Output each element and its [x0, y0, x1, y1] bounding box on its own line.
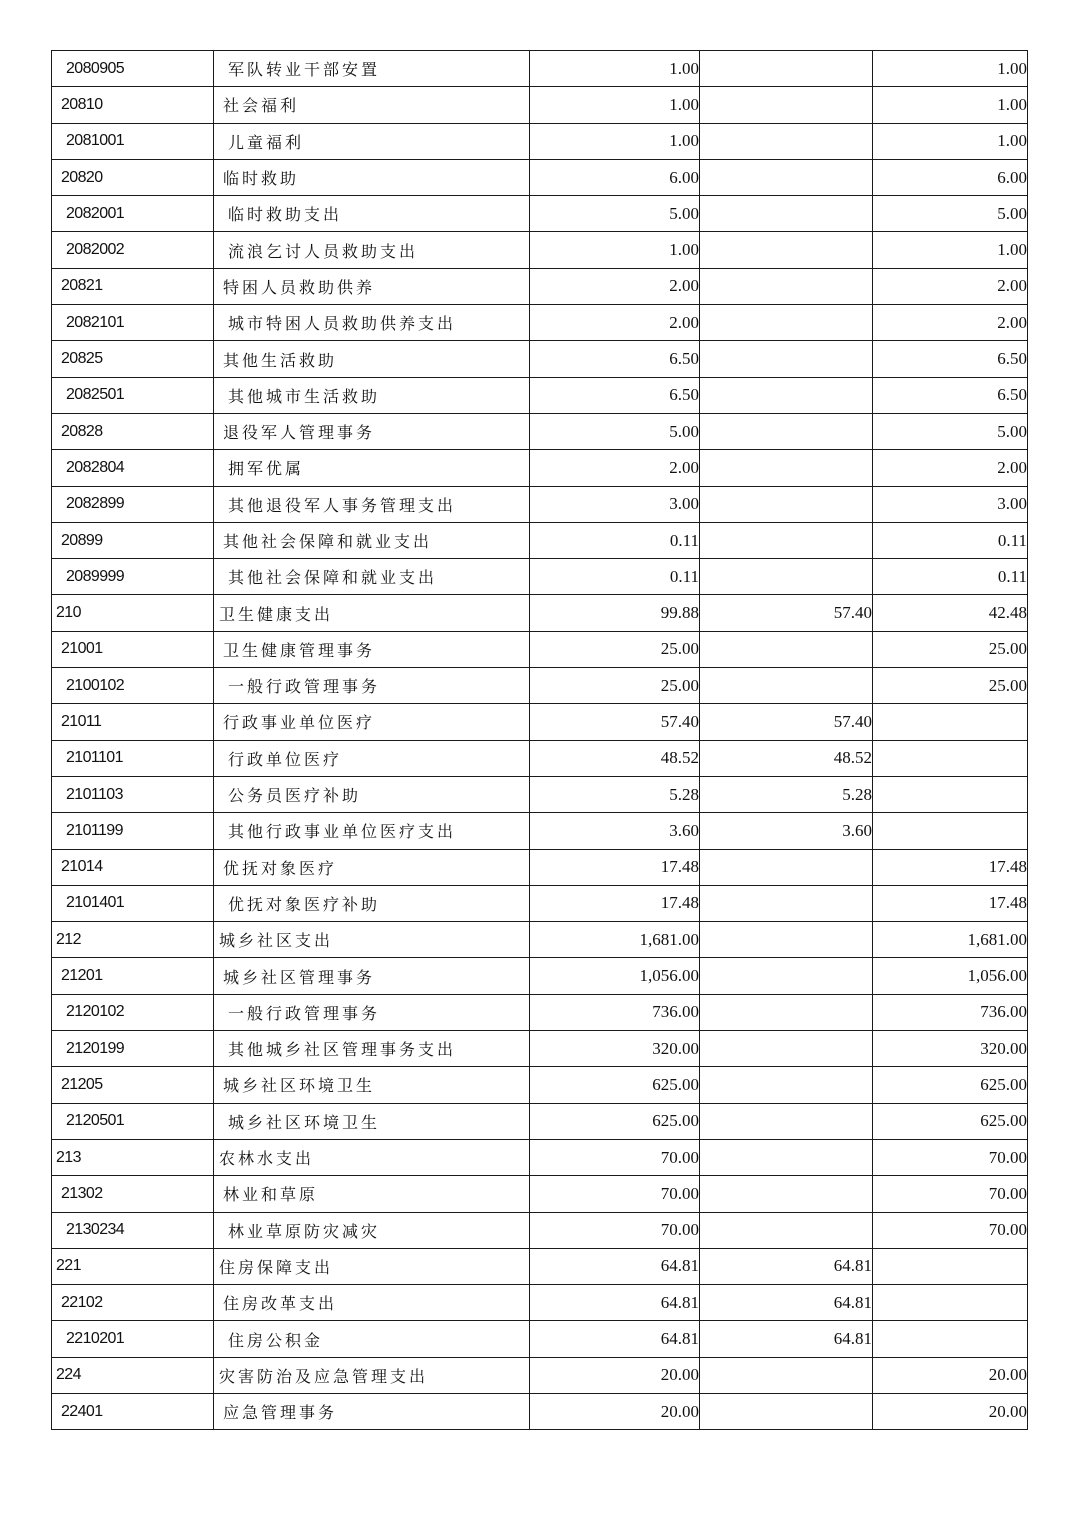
- total-amount-cell: 99.88: [530, 595, 700, 631]
- total-amount-cell: 625.00: [530, 1103, 700, 1139]
- table-row: [52, 51, 1028, 87]
- table-row: [52, 813, 1028, 849]
- project-expenditure-cell: [873, 776, 1028, 812]
- table-row: [52, 232, 1028, 268]
- total-amount-cell: 3.60: [530, 813, 700, 849]
- subject-name-cell: 灾害防治及应急管理支出: [214, 1357, 530, 1393]
- basic-expenditure-cell: [700, 885, 873, 921]
- total-amount-cell: 0.11: [530, 559, 700, 595]
- subject-code-cell: 2120501: [52, 1103, 214, 1139]
- basic-expenditure-cell: [700, 486, 873, 522]
- table-row: [52, 1103, 1028, 1139]
- total-amount-cell: 5.00: [530, 196, 700, 232]
- total-amount-cell: 6.50: [530, 341, 700, 377]
- table-row: [52, 994, 1028, 1030]
- table-row: [52, 668, 1028, 704]
- basic-expenditure-cell: [700, 958, 873, 994]
- subject-code-cell: 2082899: [52, 486, 214, 522]
- basic-expenditure-cell: [700, 1031, 873, 1067]
- project-expenditure-cell: 6.00: [873, 159, 1028, 195]
- subject-code-cell: 2082001: [52, 196, 214, 232]
- table-row: [52, 631, 1028, 667]
- subject-code-cell: 2082002: [52, 232, 214, 268]
- project-expenditure-cell: [873, 1321, 1028, 1357]
- basic-expenditure-cell: [700, 305, 873, 341]
- subject-name-cell: 特困人员救助供养: [214, 268, 530, 304]
- subject-name-cell: 城乡社区环境卫生: [214, 1067, 530, 1103]
- basic-expenditure-cell: 57.40: [700, 595, 873, 631]
- table-body: [52, 51, 1028, 1430]
- table-row: [52, 450, 1028, 486]
- subject-code-cell: 2082101: [52, 305, 214, 341]
- subject-code-cell: 2130234: [52, 1212, 214, 1248]
- basic-expenditure-cell: [700, 1393, 873, 1429]
- subject-name-cell: 卫生健康支出: [214, 595, 530, 631]
- basic-expenditure-cell: 3.60: [700, 813, 873, 849]
- subject-name-cell: 优抚对象医疗补助: [214, 885, 530, 921]
- subject-name-cell: 住房改革支出: [214, 1285, 530, 1321]
- subject-code-cell: 212: [52, 922, 214, 958]
- basic-expenditure-cell: [700, 87, 873, 123]
- subject-code-cell: 2210201: [52, 1321, 214, 1357]
- project-expenditure-cell: 3.00: [873, 486, 1028, 522]
- basic-expenditure-cell: [700, 1357, 873, 1393]
- basic-expenditure-cell: [700, 341, 873, 377]
- total-amount-cell: 70.00: [530, 1139, 700, 1175]
- table-row: [52, 377, 1028, 413]
- subject-code-cell: 22401: [52, 1393, 214, 1429]
- total-amount-cell: 5.00: [530, 413, 700, 449]
- project-expenditure-cell: 625.00: [873, 1103, 1028, 1139]
- subject-code-cell: 20825: [52, 341, 214, 377]
- subject-name-cell: 儿童福利: [214, 123, 530, 159]
- table-row: [52, 486, 1028, 522]
- table-row: [52, 1031, 1028, 1067]
- project-expenditure-cell: 0.11: [873, 559, 1028, 595]
- subject-code-cell: 2100102: [52, 668, 214, 704]
- subject-code-cell: 20828: [52, 413, 214, 449]
- basic-expenditure-cell: 48.52: [700, 740, 873, 776]
- table-row: [52, 922, 1028, 958]
- basic-expenditure-cell: [700, 413, 873, 449]
- subject-code-cell: 2082501: [52, 377, 214, 413]
- subject-name-cell: 临时救助支出: [214, 196, 530, 232]
- total-amount-cell: 1.00: [530, 51, 700, 87]
- basic-expenditure-cell: [700, 1067, 873, 1103]
- subject-code-cell: 2101101: [52, 740, 214, 776]
- subject-name-cell: 林业和草原: [214, 1176, 530, 1212]
- table-row: [52, 87, 1028, 123]
- subject-code-cell: 2101401: [52, 885, 214, 921]
- project-expenditure-cell: 42.48: [873, 595, 1028, 631]
- project-expenditure-cell: 1,681.00: [873, 922, 1028, 958]
- project-expenditure-cell: 5.00: [873, 413, 1028, 449]
- subject-name-cell: 卫生健康管理事务: [214, 631, 530, 667]
- table-row: [52, 522, 1028, 558]
- project-expenditure-cell: 17.48: [873, 885, 1028, 921]
- project-expenditure-cell: 6.50: [873, 341, 1028, 377]
- subject-code-cell: 20899: [52, 522, 214, 558]
- project-expenditure-cell: 20.00: [873, 1357, 1028, 1393]
- subject-code-cell: 21011: [52, 704, 214, 740]
- project-expenditure-cell: [873, 740, 1028, 776]
- project-expenditure-cell: 736.00: [873, 994, 1028, 1030]
- budget-expenditure-table: [51, 50, 1028, 1430]
- basic-expenditure-cell: 64.81: [700, 1321, 873, 1357]
- total-amount-cell: 48.52: [530, 740, 700, 776]
- basic-expenditure-cell: [700, 123, 873, 159]
- total-amount-cell: 57.40: [530, 704, 700, 740]
- subject-code-cell: 21001: [52, 631, 214, 667]
- subject-name-cell: 行政事业单位医疗: [214, 704, 530, 740]
- basic-expenditure-cell: 64.81: [700, 1285, 873, 1321]
- subject-code-cell: 2082804: [52, 450, 214, 486]
- total-amount-cell: 2.00: [530, 305, 700, 341]
- subject-name-cell: 临时救助: [214, 159, 530, 195]
- table-row: [52, 595, 1028, 631]
- subject-name-cell: 其他社会保障和就业支出: [214, 522, 530, 558]
- basic-expenditure-cell: [700, 1176, 873, 1212]
- basic-expenditure-cell: 5.28: [700, 776, 873, 812]
- project-expenditure-cell: 5.00: [873, 196, 1028, 232]
- project-expenditure-cell: [873, 813, 1028, 849]
- total-amount-cell: 1.00: [530, 232, 700, 268]
- basic-expenditure-cell: [700, 994, 873, 1030]
- basic-expenditure-cell: [700, 559, 873, 595]
- table-row: [52, 341, 1028, 377]
- subject-name-cell: 住房公积金: [214, 1321, 530, 1357]
- subject-name-cell: 拥军优属: [214, 450, 530, 486]
- subject-name-cell: 退役军人管理事务: [214, 413, 530, 449]
- project-expenditure-cell: 2.00: [873, 305, 1028, 341]
- table-row: [52, 123, 1028, 159]
- total-amount-cell: 6.00: [530, 159, 700, 195]
- table-row: [52, 1321, 1028, 1357]
- total-amount-cell: 1.00: [530, 87, 700, 123]
- table-row: [52, 704, 1028, 740]
- total-amount-cell: 64.81: [530, 1321, 700, 1357]
- total-amount-cell: 25.00: [530, 631, 700, 667]
- subject-name-cell: 其他城市生活救助: [214, 377, 530, 413]
- subject-code-cell: 2120199: [52, 1031, 214, 1067]
- project-expenditure-cell: 6.50: [873, 377, 1028, 413]
- subject-name-cell: 其他退役军人事务管理支出: [214, 486, 530, 522]
- basic-expenditure-cell: [700, 377, 873, 413]
- subject-name-cell: 其他城乡社区管理事务支出: [214, 1031, 530, 1067]
- table-row: [52, 305, 1028, 341]
- total-amount-cell: 1,056.00: [530, 958, 700, 994]
- total-amount-cell: 2.00: [530, 268, 700, 304]
- project-expenditure-cell: 1.00: [873, 87, 1028, 123]
- total-amount-cell: 17.48: [530, 849, 700, 885]
- project-expenditure-cell: 25.00: [873, 668, 1028, 704]
- subject-name-cell: 军队转业干部安置: [214, 51, 530, 87]
- project-expenditure-cell: [873, 1248, 1028, 1284]
- total-amount-cell: 1,681.00: [530, 922, 700, 958]
- project-expenditure-cell: 0.11: [873, 522, 1028, 558]
- total-amount-cell: 2.00: [530, 450, 700, 486]
- table-row: [52, 958, 1028, 994]
- basic-expenditure-cell: 64.81: [700, 1248, 873, 1284]
- subject-code-cell: 2101103: [52, 776, 214, 812]
- project-expenditure-cell: 17.48: [873, 849, 1028, 885]
- table-row: [52, 1176, 1028, 1212]
- total-amount-cell: 64.81: [530, 1248, 700, 1284]
- total-amount-cell: 70.00: [530, 1212, 700, 1248]
- subject-name-cell: 农林水支出: [214, 1139, 530, 1175]
- total-amount-cell: 625.00: [530, 1067, 700, 1103]
- total-amount-cell: 64.81: [530, 1285, 700, 1321]
- total-amount-cell: 20.00: [530, 1393, 700, 1429]
- project-expenditure-cell: 2.00: [873, 450, 1028, 486]
- subject-name-cell: 一般行政管理事务: [214, 668, 530, 704]
- basic-expenditure-cell: [700, 522, 873, 558]
- table-row: [52, 740, 1028, 776]
- subject-code-cell: 2081001: [52, 123, 214, 159]
- subject-code-cell: 2120102: [52, 994, 214, 1030]
- subject-code-cell: 213: [52, 1139, 214, 1175]
- subject-name-cell: 应急管理事务: [214, 1393, 530, 1429]
- table-row: [52, 1139, 1028, 1175]
- basic-expenditure-cell: [700, 631, 873, 667]
- total-amount-cell: 17.48: [530, 885, 700, 921]
- subject-name-cell: 公务员医疗补助: [214, 776, 530, 812]
- subject-code-cell: 210: [52, 595, 214, 631]
- subject-code-cell: 2101199: [52, 813, 214, 849]
- total-amount-cell: 20.00: [530, 1357, 700, 1393]
- basic-expenditure-cell: [700, 268, 873, 304]
- subject-code-cell: 221: [52, 1248, 214, 1284]
- table-row: [52, 1285, 1028, 1321]
- project-expenditure-cell: 320.00: [873, 1031, 1028, 1067]
- basic-expenditure-cell: [700, 849, 873, 885]
- table-row: [52, 1067, 1028, 1103]
- subject-name-cell: 其他生活救助: [214, 341, 530, 377]
- project-expenditure-cell: 1.00: [873, 51, 1028, 87]
- project-expenditure-cell: [873, 1285, 1028, 1321]
- table-row: [52, 1212, 1028, 1248]
- subject-name-cell: 住房保障支出: [214, 1248, 530, 1284]
- project-expenditure-cell: 20.00: [873, 1393, 1028, 1429]
- project-expenditure-cell: 1,056.00: [873, 958, 1028, 994]
- project-expenditure-cell: 625.00: [873, 1067, 1028, 1103]
- table-row: [52, 849, 1028, 885]
- basic-expenditure-cell: [700, 1139, 873, 1175]
- project-expenditure-cell: 1.00: [873, 123, 1028, 159]
- table-row: [52, 268, 1028, 304]
- subject-code-cell: 21014: [52, 849, 214, 885]
- basic-expenditure-cell: [700, 922, 873, 958]
- basic-expenditure-cell: [700, 232, 873, 268]
- table-row: [52, 885, 1028, 921]
- table-row: [52, 1248, 1028, 1284]
- table-row: [52, 1393, 1028, 1429]
- basic-expenditure-cell: 57.40: [700, 704, 873, 740]
- table-row: [52, 559, 1028, 595]
- subject-code-cell: 20810: [52, 87, 214, 123]
- total-amount-cell: 320.00: [530, 1031, 700, 1067]
- subject-code-cell: 21205: [52, 1067, 214, 1103]
- total-amount-cell: 70.00: [530, 1176, 700, 1212]
- subject-name-cell: 社会福利: [214, 87, 530, 123]
- subject-name-cell: 行政单位医疗: [214, 740, 530, 776]
- subject-name-cell: 一般行政管理事务: [214, 994, 530, 1030]
- total-amount-cell: 6.50: [530, 377, 700, 413]
- project-expenditure-cell: 70.00: [873, 1139, 1028, 1175]
- subject-name-cell: 城乡社区管理事务: [214, 958, 530, 994]
- table-row: [52, 413, 1028, 449]
- subject-code-cell: 2089999: [52, 559, 214, 595]
- total-amount-cell: 25.00: [530, 668, 700, 704]
- project-expenditure-cell: 70.00: [873, 1176, 1028, 1212]
- subject-name-cell: 城乡社区支出: [214, 922, 530, 958]
- subject-name-cell: 优抚对象医疗: [214, 849, 530, 885]
- table-row: [52, 159, 1028, 195]
- subject-name-cell: 其他社会保障和就业支出: [214, 559, 530, 595]
- subject-name-cell: 城市特困人员救助供养支出: [214, 305, 530, 341]
- subject-name-cell: 流浪乞讨人员救助支出: [214, 232, 530, 268]
- basic-expenditure-cell: [700, 450, 873, 486]
- subject-name-cell: 林业草原防灾减灾: [214, 1212, 530, 1248]
- subject-code-cell: 224: [52, 1357, 214, 1393]
- subject-code-cell: 21302: [52, 1176, 214, 1212]
- project-expenditure-cell: 1.00: [873, 232, 1028, 268]
- basic-expenditure-cell: [700, 1103, 873, 1139]
- table-row: [52, 196, 1028, 232]
- total-amount-cell: 736.00: [530, 994, 700, 1030]
- subject-code-cell: 2080905: [52, 51, 214, 87]
- total-amount-cell: 3.00: [530, 486, 700, 522]
- project-expenditure-cell: 2.00: [873, 268, 1028, 304]
- basic-expenditure-cell: [700, 1212, 873, 1248]
- subject-code-cell: 20821: [52, 268, 214, 304]
- basic-expenditure-cell: [700, 196, 873, 232]
- basic-expenditure-cell: [700, 668, 873, 704]
- subject-name-cell: 城乡社区环境卫生: [214, 1103, 530, 1139]
- table-row: [52, 776, 1028, 812]
- project-expenditure-cell: [873, 704, 1028, 740]
- basic-expenditure-cell: [700, 51, 873, 87]
- subject-name-cell: 其他行政事业单位医疗支出: [214, 813, 530, 849]
- total-amount-cell: 1.00: [530, 123, 700, 159]
- subject-code-cell: 22102: [52, 1285, 214, 1321]
- basic-expenditure-cell: [700, 159, 873, 195]
- total-amount-cell: 0.11: [530, 522, 700, 558]
- subject-code-cell: 20820: [52, 159, 214, 195]
- total-amount-cell: 5.28: [530, 776, 700, 812]
- project-expenditure-cell: 25.00: [873, 631, 1028, 667]
- project-expenditure-cell: 70.00: [873, 1212, 1028, 1248]
- table-row: [52, 1357, 1028, 1393]
- subject-code-cell: 21201: [52, 958, 214, 994]
